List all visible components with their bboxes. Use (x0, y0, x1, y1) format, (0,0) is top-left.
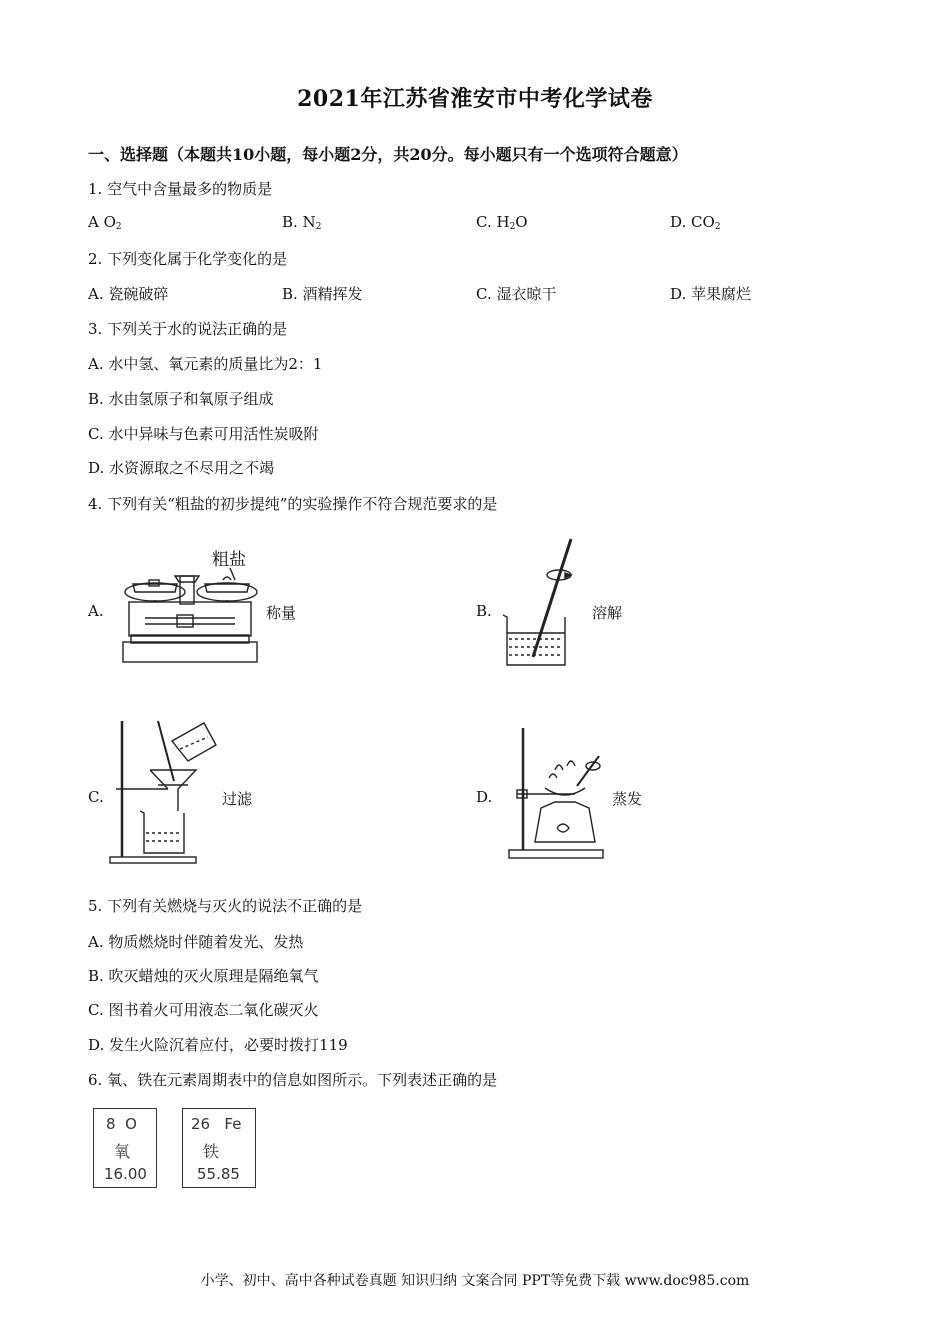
q1-option-b-sub: 2 (315, 222, 322, 232)
q3-option-b: B. 水由氢原子和氧原子组成 (88, 390, 274, 408)
q2-option-a: A. 瓷碗破碎 (88, 285, 169, 303)
iron-number: 26 (191, 1115, 211, 1133)
q4-option-c-letter: C. (88, 788, 104, 806)
q2-option-c: C. 湿衣晾干 (476, 285, 557, 303)
q4-option-d-caption: 蒸发 (612, 790, 643, 808)
q1-option-b-text: B. N (282, 213, 316, 231)
q1-option-b (282, 213, 321, 232)
oxygen-symbol: O (125, 1115, 137, 1133)
oxygen-number: 8 (106, 1115, 116, 1133)
q2-option-d: D. 苹果腐烂 (670, 285, 752, 303)
question-4-stem: 4. 下列有关“粗盐的初步提纯”的实验操作不符合规范要求的是 (88, 495, 498, 513)
q4-option-d-letter: D. (476, 788, 493, 806)
element-card-oxygen (93, 1108, 157, 1188)
iron-symbol: Fe (224, 1115, 242, 1133)
q5-option-d: D. 发生火险沉着应付，必要时拨打119 (88, 1036, 348, 1054)
q1-option-c-sub: 2 (509, 222, 516, 232)
question-3-stem: 3. 下列关于水的说法正确的是 (88, 320, 288, 338)
q1-option-d-text: D. CO (670, 213, 715, 231)
element-card-iron (182, 1108, 256, 1188)
question-2-stem: 2. 下列变化属于化学变化的是 (88, 250, 288, 268)
q4-option-b-caption: 溶解 (592, 604, 623, 622)
q4-option-a-letter: A. (88, 602, 104, 620)
iron-mass: 55.85 (197, 1165, 240, 1183)
q1-option-c (476, 213, 528, 232)
q3-option-a: A. 水中氢、氧元素的质量比为2：1 (88, 355, 323, 373)
q5-option-b: B. 吹灭蜡烛的灭火原理是隔绝氧气 (88, 967, 319, 985)
q1-option-a (88, 213, 122, 232)
q3-option-c: C. 水中异味与色素可用活性炭吸附 (88, 425, 319, 443)
question-1-stem: 1. 空气中含量最多的物质是 (88, 180, 273, 198)
q5-option-c: C. 图书着火可用液态二氧化碳灭火 (88, 1001, 319, 1019)
section-heading: 一、选择题（本题共10小题，每小题2分，共20分。每小题只有一个选项符合题意） (88, 145, 688, 164)
q1-option-a-sub: 2 (115, 222, 122, 232)
dissolve-beaker-figure (495, 535, 575, 670)
q1-option-d (670, 213, 721, 232)
q4-option-a-caption: 称量 (266, 604, 297, 622)
q4-option-c-caption: 过滤 (222, 790, 253, 808)
oxygen-number-symbol (106, 1115, 137, 1133)
q1-option-c-post: O (515, 213, 528, 231)
question-5-stem: 5. 下列有关燃烧与灭火的说法不正确的是 (88, 897, 363, 915)
question-6-stem: 6. 氧、铁在元素周期表中的信息如图所示。下列表述正确的是 (88, 1071, 498, 1089)
q2-option-b: B. 酒精挥发 (282, 285, 363, 303)
q1-option-d-sub: 2 (714, 222, 721, 232)
q4-a-figure-label: 粗盐 (212, 550, 246, 570)
evaporation-figure (505, 722, 610, 862)
oxygen-mass: 16.00 (104, 1165, 147, 1183)
q1-option-c-pre: C. H (476, 213, 510, 231)
iron-name: 铁 (203, 1142, 220, 1161)
q1-option-a-text: A O (88, 213, 116, 231)
q3-option-d: D. 水资源取之不尽用之不竭 (88, 459, 275, 477)
oxygen-name: 氧 (114, 1142, 131, 1161)
iron-number-symbol (191, 1115, 241, 1133)
filtration-figure (108, 715, 228, 865)
q5-option-a: A. 物质燃烧时伴随着发光、发热 (88, 933, 304, 951)
page-footer: 小学、初中、高中各种试卷真题 知识归纳 文案合同 PPT等免费下载 www.doc985.com (200, 1273, 750, 1289)
q4-option-b-letter: B. (476, 602, 492, 620)
page-title: 2021年江苏省淮安市中考化学试卷 (297, 86, 653, 112)
